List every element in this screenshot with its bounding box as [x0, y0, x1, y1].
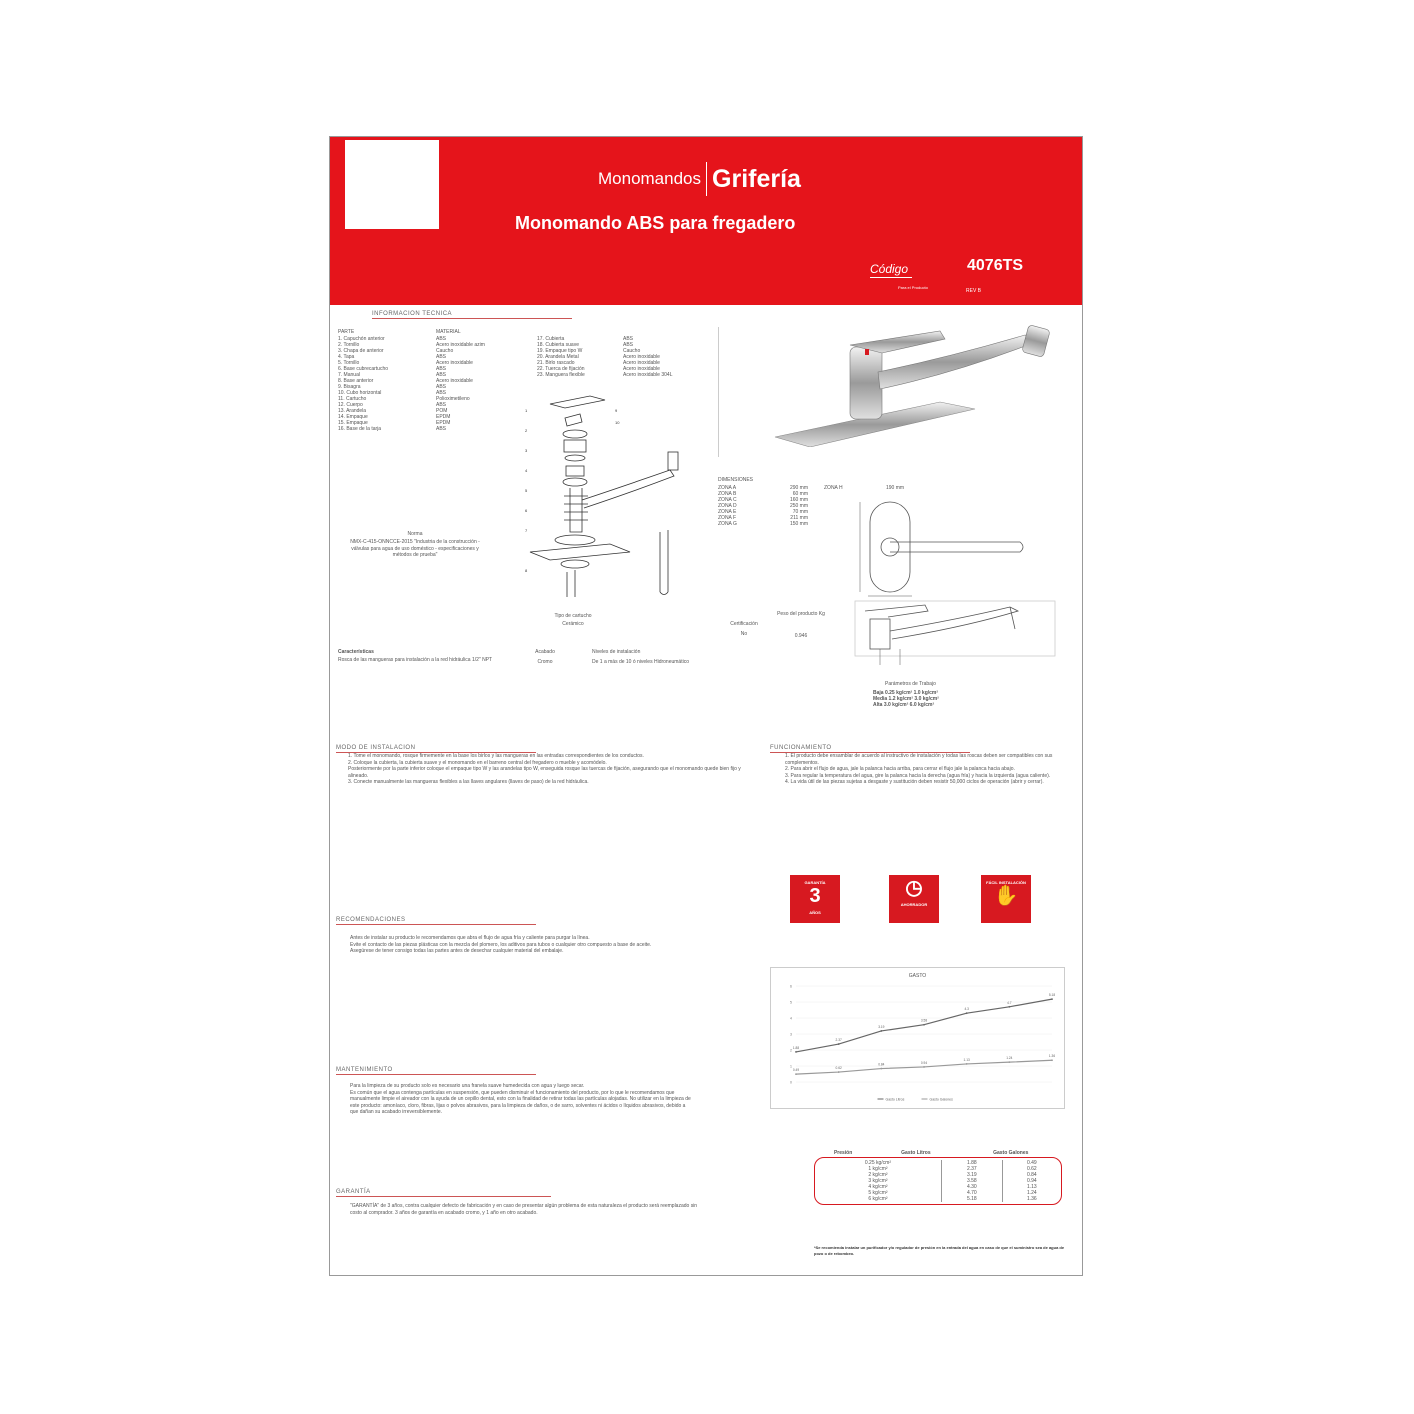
table-header: Gasto Litros	[901, 1150, 931, 1156]
installation-title: MODO DE INSTALACION	[336, 745, 536, 753]
paragraph: Antes de instalar su producto le recomendamos que abra el flujo de agua fría y caliente para purgar la línea.	[350, 935, 590, 941]
table-cell: 2.37	[941, 1166, 1002, 1172]
part-material: ABS	[436, 336, 447, 342]
data-label: 2.37	[835, 1038, 842, 1043]
part-name: 3. Chapa de anterior	[338, 348, 384, 354]
data-label: 3.19	[878, 1024, 885, 1029]
part-name: 9. Bisagra	[338, 384, 361, 390]
data-point	[795, 1073, 797, 1075]
svg-text:1: 1	[525, 408, 528, 413]
data-point	[880, 1068, 882, 1070]
table-cell: 1.36	[1002, 1196, 1061, 1202]
warranty-title: GARANTÍA	[336, 1189, 551, 1197]
y-tick-label: 2	[790, 1048, 792, 1053]
warranty-badge	[790, 875, 840, 923]
part-material: ABS	[436, 390, 447, 396]
maintenance-title: MANTENIMIENTO	[336, 1067, 536, 1075]
part-name: 14. Empaque	[338, 414, 368, 420]
svg-text:7: 7	[525, 528, 528, 533]
pressure-row: Alta 3.0 kg/cm² 6.0 kg/cm²	[873, 702, 935, 708]
table-cell: 5.18	[941, 1196, 1002, 1202]
table-cell: 0.84	[1002, 1172, 1061, 1178]
table-cell: 2 kg/cm²	[868, 1172, 888, 1178]
part-name: 1. Capuchón anterior	[338, 336, 385, 342]
characteristics-label: Características	[338, 649, 374, 655]
divider	[718, 327, 719, 457]
dimension-value: 70 mm	[792, 509, 808, 515]
table-cell: 0.62	[1002, 1166, 1061, 1172]
table-row	[815, 1196, 1061, 1202]
dimension-label: ZONA F	[718, 515, 737, 521]
table-cell: 0.49	[1002, 1160, 1061, 1166]
paragraph: 1. El producto debe ensamblar de acuerdo al instructivo de instalación y todas las roscas deben ser compatibles con sus complementos.	[785, 753, 1053, 766]
pressure-row: Baja 0.25 kg/cm² 1.0 kg/cm²	[873, 690, 939, 696]
top-view-drawing	[840, 492, 1050, 602]
dimension-label: ZONA E	[718, 509, 737, 515]
warranty-text: "GARANTÍA" de 3 años, contra cualquier defecto de fabricación y en caso de presentar algún problema de esta naturaleza el producto será reemplazado sin costo al comprador. 3 años de garantía en acabado cromo, y 1 año en otro acabado.	[350, 1203, 698, 1216]
parts-col-header-material: MATERIAL	[436, 329, 461, 335]
part-name: 16. Base de la tarja	[338, 426, 382, 432]
data-label: 0.84	[878, 1062, 885, 1067]
table-cell: 3.58	[941, 1178, 1002, 1184]
flow-chart	[770, 967, 1065, 1109]
data-point	[966, 1063, 968, 1065]
part-material: ABS	[436, 372, 447, 378]
paragraph: 3. Para regular la temperatura del agua, gire la palanca hacia la derecha (agua fría) y hacia la izquierda (agua caliente).	[785, 772, 1051, 779]
logo-placeholder	[345, 140, 439, 229]
part-name: 13. Arandela	[338, 408, 367, 414]
flow-table-footnote: *Se recomienda instalar un purificador y/o regulador de presión en la entrada del agua en caso de que el suministro sea de agua de pozo o de rebombeo.	[814, 1245, 1065, 1256]
svg-text:4: 4	[525, 468, 528, 473]
part-material: ABS	[436, 426, 447, 432]
dimension-value: 290 mm	[789, 485, 808, 491]
part-name: 12. Cuerpo	[338, 402, 363, 408]
part-material: Caucho	[623, 348, 641, 354]
maintenance-text	[350, 1083, 695, 1116]
data-label: 1.88	[792, 1045, 800, 1050]
cartridge-value: Cerámico	[562, 621, 584, 627]
easy-install-badge	[981, 875, 1031, 923]
paragraph: 2. Coloque la cubierta, la cubierta suave y el monomando en el barreno central del fregadero o mueble y acomódelo.	[348, 759, 607, 766]
data-point	[923, 1066, 925, 1068]
materials-list-left	[436, 336, 526, 432]
table-cell: 3 kg/cm²	[868, 1178, 888, 1184]
part-material: ABS	[623, 336, 634, 342]
parts-col-header-part: PARTE	[338, 329, 355, 335]
warranty-badge-title: GARANTÍA	[804, 880, 826, 885]
table-cell: 0.94	[1002, 1178, 1061, 1184]
data-point	[1008, 1006, 1010, 1008]
table-header: Presión	[833, 1150, 853, 1156]
clock-icon: ◷	[905, 877, 923, 899]
svg-text:6: 6	[525, 508, 528, 513]
part-name: 19. Empaque tipo W	[537, 348, 583, 354]
data-point	[795, 1051, 797, 1053]
part-material: POM	[436, 408, 448, 414]
table-cell: 1.24	[1002, 1190, 1061, 1196]
paragraph: 4. La vida útil de las piezas sujetas a desgaste y sustitución deben resistir 50,000 ciclos de operación (abrir y cerrar).	[785, 779, 1044, 785]
svg-text:3: 3	[525, 448, 528, 453]
warranty-badge-years: 3	[809, 885, 821, 907]
dimension-extra-label: ZONA H	[824, 485, 843, 491]
data-label: 4.3	[964, 1007, 969, 1012]
y-tick-label: 0	[790, 1080, 792, 1085]
operation-text	[785, 753, 1070, 786]
part-name: 20. Arandela Metal	[537, 354, 579, 360]
exploded-diagram	[520, 392, 710, 602]
part-material: ABS	[436, 384, 447, 390]
part-name: 17. Cubierta	[537, 336, 565, 342]
part-name: 23. Manguera flexible	[537, 372, 585, 378]
part-material: Caucho	[436, 348, 454, 354]
dimension-value: 211 mm	[790, 515, 808, 521]
finish-value: Cromo	[537, 659, 553, 665]
subcategory-label: Grifería	[712, 164, 801, 193]
table-cell: 4 kg/cm²	[868, 1184, 888, 1190]
data-label: 5.18	[1048, 993, 1056, 998]
dimension-label: ZONA G	[718, 521, 737, 527]
dimensions-title: DIMENSIONES	[718, 477, 754, 483]
part-material: EPDM	[436, 420, 451, 426]
norm-text: NMX-C-415-ONNCCE-2015 "Industria de la construcción - válvulas para agua de uso doméstico - especificaciones y métodos de prueba"	[350, 539, 480, 558]
paragraph: Es común que el agua contenga partículas en suspensión, que pueden disminuir el funcionamiento del producto, por lo que le recomendamos que manualmente limpie el aireador con la ayuda de un cepillo dental, esto con la finalidad de retirar todas las partículas alojadas. No utilizar en la limpieza de este producto: amoníaco, cloro, fibras, lijas o polvos abrasivos, para la limpieza de daños, o de sarro, solventes ni ácidos o líquidos abrasivos, debido a que dañan su acabado irreversiblemente.	[350, 1089, 691, 1115]
svg-text:8: 8	[525, 568, 528, 573]
part-name: 18. Cubierta suave	[537, 342, 579, 348]
dimensions-list	[718, 485, 808, 527]
part-name: 2. Tornillo	[338, 342, 360, 348]
table-cell: 1.88	[941, 1160, 1002, 1166]
part-name: 15. Empaque	[338, 420, 368, 426]
table-cell: 6 kg/cm²	[868, 1196, 888, 1202]
flow-chart-svg	[771, 968, 1064, 1108]
certification-label: Certificación	[730, 621, 758, 627]
code-note: Para el Producto	[898, 285, 928, 290]
table-cell: 4.70	[941, 1190, 1002, 1196]
part-material: Polioximetileno	[436, 396, 470, 402]
legend-label: Gasto Galones	[929, 1097, 953, 1102]
part-material: Acero inoxidable	[436, 360, 473, 366]
table-cell: 3.19	[941, 1172, 1002, 1178]
paragraph: 3. Conecte manualmente las mangueras flexibles a las llaves angulares (llaves de paso) de la red hidráulica.	[348, 779, 589, 785]
y-tick-label: 4	[790, 1016, 792, 1021]
paragraph: 1. Tome el monomando, rosque firmemente en la base los birlos y las mangueras en las entradas correspondientes de los conductos.	[348, 753, 644, 759]
spec-sheet	[329, 136, 1083, 1276]
dimension-value: 250 mm	[789, 503, 808, 509]
part-name: 22. Tuerca de fijación	[537, 366, 585, 372]
pressure-list	[873, 690, 939, 708]
part-name: 8. Base anterior	[338, 378, 374, 384]
dimension-label: ZONA C	[718, 497, 737, 503]
part-name: 7. Manual	[338, 372, 360, 378]
finish-label: Acabado	[535, 649, 555, 655]
paragraph: Posteriormente por la parte inferior coloque el empaque tipo W y las arandelas tipo W, enseguida rosque las tuercas de fijación, asegurando que el monomando quede bien fijo y alineado.	[348, 766, 741, 779]
legend-label: Gasto Litros	[885, 1097, 905, 1102]
norm-title: Norma	[407, 531, 423, 537]
data-point	[1051, 998, 1053, 1000]
category-label: Monomandos	[598, 162, 707, 196]
data-point	[838, 1043, 840, 1045]
part-name: 10. Cubo horizontal	[338, 390, 382, 396]
paragraph: Evite el contacto de las piezas plásticas con la mezcla del plomero, los aditivos para tubos o cualquier otro compuesto a base de aceite.	[350, 941, 652, 948]
dimension-row	[718, 521, 808, 527]
dimension-extra-value: 190 mm	[886, 485, 905, 491]
data-label: 1.36	[1048, 1054, 1056, 1059]
operation-title: FUNCIONAMIENTO	[770, 745, 970, 753]
data-point	[966, 1012, 968, 1014]
installation-levels-value: De 1 a más de 10 ó niveles Hidroneumático	[592, 659, 689, 665]
flow-table	[814, 1149, 1062, 1205]
flow-table-body	[815, 1160, 1061, 1202]
part-material: ABS	[436, 366, 447, 372]
cartridge-label: Tipo de cartucho	[554, 613, 592, 619]
chart-title: GASTO	[908, 973, 927, 979]
weight-label: Peso del producto Kg	[777, 611, 825, 617]
tech-info-title: INFORMACION TECNICA	[372, 311, 572, 319]
pressure-row: Media 1.2 kg/cm² 3.0 kg/cm²	[873, 696, 939, 702]
easy-install-badge-title: FÁCIL INSTALACIÓN	[986, 880, 1026, 885]
dimension-label: ZONA B	[718, 491, 737, 497]
svg-text:5: 5	[525, 488, 528, 493]
data-label: 4.7	[1007, 1000, 1012, 1005]
y-tick-label: 1	[790, 1064, 792, 1069]
weight-value: 0.946	[794, 633, 808, 639]
table-header: Gasto Galones	[993, 1150, 1029, 1156]
saver-badge	[889, 875, 939, 923]
parts-list-right	[537, 336, 627, 378]
header-banner	[330, 137, 1082, 305]
part-name: 21. Birlo rascado	[537, 360, 575, 366]
data-point	[1051, 1059, 1053, 1061]
data-label: 0.49	[792, 1068, 800, 1073]
data-point	[923, 1024, 925, 1026]
data-point	[880, 1030, 882, 1032]
side-view-drawing	[850, 599, 1060, 669]
data-label: 3.58	[920, 1018, 928, 1023]
paragraph: Para la limpieza de su producto solo es necesario una franela suave humedecida con agua y luego secar.	[350, 1083, 585, 1089]
dimension-value: 150 mm	[789, 521, 808, 527]
parts-list-left	[338, 336, 438, 432]
data-label: 1.13	[963, 1057, 970, 1062]
data-point	[1008, 1061, 1010, 1063]
data-label: 0.62	[835, 1066, 842, 1071]
data-point	[838, 1071, 840, 1073]
product-code: 4076TS	[967, 257, 1024, 274]
part-name: 5. Tornillo	[338, 360, 360, 366]
table-cell: 0.25 kg/cm²	[864, 1160, 892, 1166]
faucet-photo	[770, 317, 1050, 447]
code-revision: REV B	[966, 288, 982, 294]
svg-text:2: 2	[525, 428, 528, 433]
recommendations-title: RECOMENDACIONES	[336, 917, 536, 925]
product-title: Monomando ABS para fregadero	[515, 213, 796, 233]
data-label: 1.24	[1006, 1056, 1013, 1061]
part-material: Acero inoxidable 304L	[623, 372, 673, 378]
pressure-title: Parámetros de Trabajo	[885, 681, 936, 687]
y-tick-label: 3	[790, 1032, 792, 1037]
paragraph: 2. Para abrir el flujo de agua, jale la palanca hacia arriba, para cerrar el flujo jale la palanca hacia abajo.	[785, 766, 1015, 772]
saver-badge-title: AHORRADOR	[900, 902, 928, 907]
materials-list-right	[623, 336, 713, 378]
warranty-badge-unit: AÑOS	[809, 910, 821, 915]
certification-value: No	[740, 631, 748, 637]
data-label: 0.94	[920, 1060, 928, 1065]
dimension-label: ZONA A	[718, 485, 737, 491]
dimension-value: 60 mm	[792, 491, 808, 497]
part-material: ABS	[436, 354, 447, 360]
svg-text:9: 9	[615, 408, 618, 413]
flow-table-frame	[814, 1157, 1062, 1205]
brand-title	[598, 159, 801, 199]
characteristics-text: Rosca de las mangueras para instalación a la red hidráulica 1/2" NPT	[338, 657, 493, 663]
dimension-value: 160 mm	[789, 497, 808, 503]
table-cell: 1 kg/cm²	[868, 1166, 888, 1172]
installation-text	[348, 753, 753, 786]
table-cell: 4.30	[941, 1184, 1002, 1190]
part-material: EPDM	[436, 414, 451, 420]
installation-levels-label: Niveles de instalación	[592, 649, 641, 655]
dimension-label: ZONA D	[718, 503, 737, 509]
y-tick-label: 6	[790, 984, 792, 989]
part-material: Acero inoxidable	[623, 366, 660, 372]
y-tick-label: 5	[790, 1000, 792, 1005]
code-label: Código	[870, 262, 912, 278]
svg-text:10: 10	[615, 420, 620, 425]
part-material: ABS	[436, 402, 447, 408]
part-name: 6. Base cubrecartucho	[338, 366, 389, 372]
table-cell: 1.13	[1002, 1184, 1061, 1190]
part-name: 4. Tapa	[338, 354, 355, 360]
part-material: Acero inoxidable azim	[436, 342, 485, 348]
worker-icon: ✋	[993, 885, 1019, 907]
part-material: ABS	[623, 342, 634, 348]
part-material: Acero inoxidable	[623, 354, 660, 360]
paragraph: Asegúrese de tener consigo todas las partes antes de desechar cualquier material del embalaje.	[350, 948, 564, 954]
part-material: Acero inoxidable	[436, 378, 473, 384]
part-name: 11. Cartucho	[338, 396, 367, 402]
part-material: Acero inoxidable	[623, 360, 660, 366]
table-cell: 5 kg/cm²	[868, 1190, 888, 1196]
recommendations-text	[350, 935, 695, 955]
